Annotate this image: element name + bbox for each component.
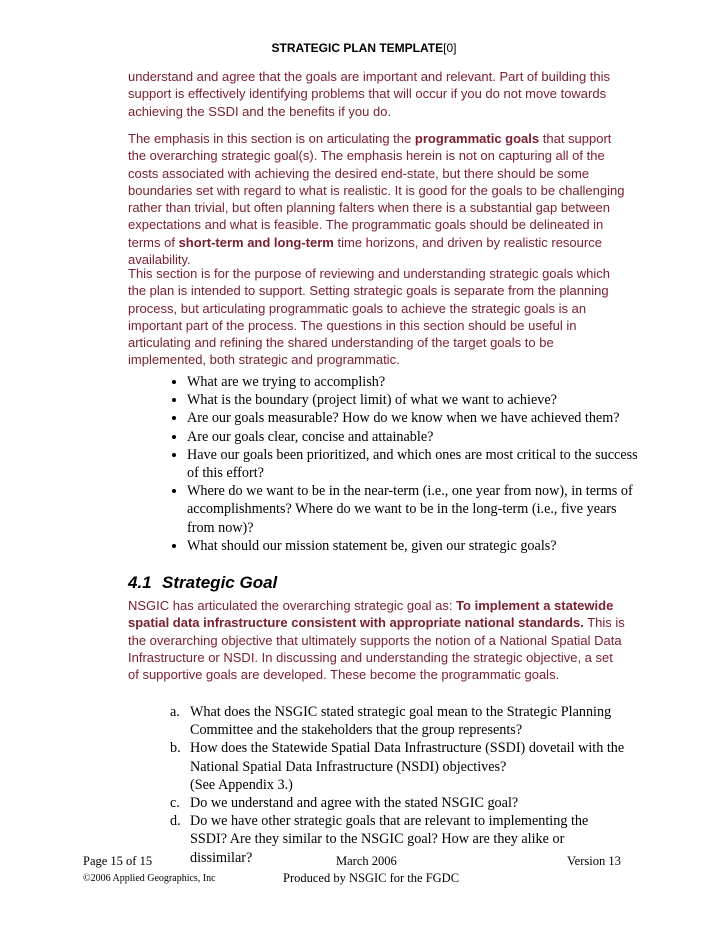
strategic-goal-intro: NSGIC has articulated the overarching strategic goal as: bbox=[128, 598, 457, 613]
page-header bbox=[0, 41, 728, 55]
list-marker: b. bbox=[170, 740, 181, 757]
list-item bbox=[166, 812, 628, 867]
list-item bbox=[166, 739, 628, 794]
programmatic-goals-term: programmatic goals bbox=[414, 131, 540, 146]
lettered-question-list bbox=[166, 703, 628, 867]
list-item: • Are our goals measurable? How do we know when we have achieved them? bbox=[187, 409, 647, 427]
footer-date: March 2006 bbox=[336, 854, 397, 868]
section-title: Strategic Goal bbox=[162, 573, 278, 592]
list-marker: d. bbox=[170, 813, 181, 830]
list-item-text: What does the NSGIC stated strategic goal mean to the Strategic Planning Committee and the stakeholders that the group represents? bbox=[190, 704, 612, 739]
list-item bbox=[166, 703, 628, 739]
list-item bbox=[166, 794, 628, 812]
paragraph-support: understand and agree that the goals are important and relevant. Part of building this support is effectively identifying problems that will occur if you do not move towards achieving the SSDI and the benefits if you do. bbox=[128, 69, 611, 119]
footer-version: Version 13 bbox=[567, 854, 621, 868]
footer-page-number: Page 15 of 15 bbox=[83, 854, 153, 868]
list-item: • What is the boundary (project limit) of what we want to achieve? bbox=[187, 391, 647, 409]
section-heading bbox=[128, 573, 277, 593]
paragraph-emphasis bbox=[128, 130, 626, 268]
section-number: 4.1 bbox=[128, 573, 152, 592]
short-long-term-term: short-term and long-term bbox=[178, 234, 334, 250]
list-item: • Are our goals clear, concise and attainable? bbox=[187, 428, 647, 446]
list-item-text: Do we have other strategic goals that are relevant to implementing the SSDI? Are they similar to the NSGIC goal? How are they alike or dissimilar? bbox=[190, 813, 589, 866]
list-marker: c. bbox=[170, 795, 180, 812]
question-list bbox=[168, 373, 647, 555]
paragraph-strategic-goal bbox=[128, 597, 626, 683]
strategic-goal-body: This is the overarching objective that ultimately supports the notion of a National Spatial Data Infrastructure or NSDI. In discussing and understanding the strategic objective, a set of supportive goals are developed. These become the programmatic goals. bbox=[128, 615, 625, 683]
paragraph-emphasis-text-2: that support the overarching strategic goal(s). The emphasis herein is not on capturing all of the costs associated with achieving the desired end-state, but there should be some boundaries set with regard to what is realistic. It is good for the goals to be challenging rather than trivial, but often planning falters when there is a substantial gap between expectations and what is feasible. The programmatic goals should be delineated in terms of bbox=[128, 131, 625, 250]
list-item: • Have our goals been prioritized, and which ones are most critical to the success of this effort? bbox=[187, 446, 647, 482]
list-item: • Where do we want to be in the near-term (i.e., one year from now), in terms of accomplishments? Where do we want to be in the long-term (i.e., five years from now)? bbox=[187, 482, 647, 537]
paragraph-emphasis-text-1: The emphasis in this section is on articulating the bbox=[128, 131, 415, 146]
list-item-text: Do we understand and agree with the stated NSGIC goal? bbox=[190, 795, 519, 812]
footer-producer: Produced by NSGIC for the FGDC bbox=[283, 871, 460, 885]
strategic-goal-statement: To implement a statewide spatial data infrastructure consistent with appropriate national standards. bbox=[128, 598, 614, 631]
list-marker: a. bbox=[170, 704, 180, 720]
footer-copyright: ©2006 Applied Geographics, Inc bbox=[83, 873, 216, 884]
header-reference: [0] bbox=[443, 41, 457, 55]
header-title: STRATEGIC PLAN TEMPLATE bbox=[271, 41, 444, 55]
list-item: • What should our mission statement be, given our strategic goals? bbox=[187, 537, 647, 555]
list-item-text: How does the Statewide Spatial Data Infrastructure (SSDI) dovetail with the National Spatial Data Infrastructure (NSDI) objectives? bbox=[190, 740, 625, 775]
paragraph-purpose: This section is for the purpose of reviewing and understanding strategic goals which the plan is intended to support. Setting strategic goals is separate from the planning process, but articulating programmatic goals to achieve the strategic goals is an important part of the process. The questions in this section should be useful in articulating and refining the shared understanding of the target goals to be implemented, both strategic and programmatic. bbox=[128, 266, 610, 368]
list-item: • What are we trying to accomplish? bbox=[187, 373, 647, 391]
appendix-reference: (See Appendix 3.) bbox=[190, 776, 293, 793]
paragraph-emphasis-text-3: time horizons, and driven by realistic resource availability. bbox=[128, 234, 602, 268]
